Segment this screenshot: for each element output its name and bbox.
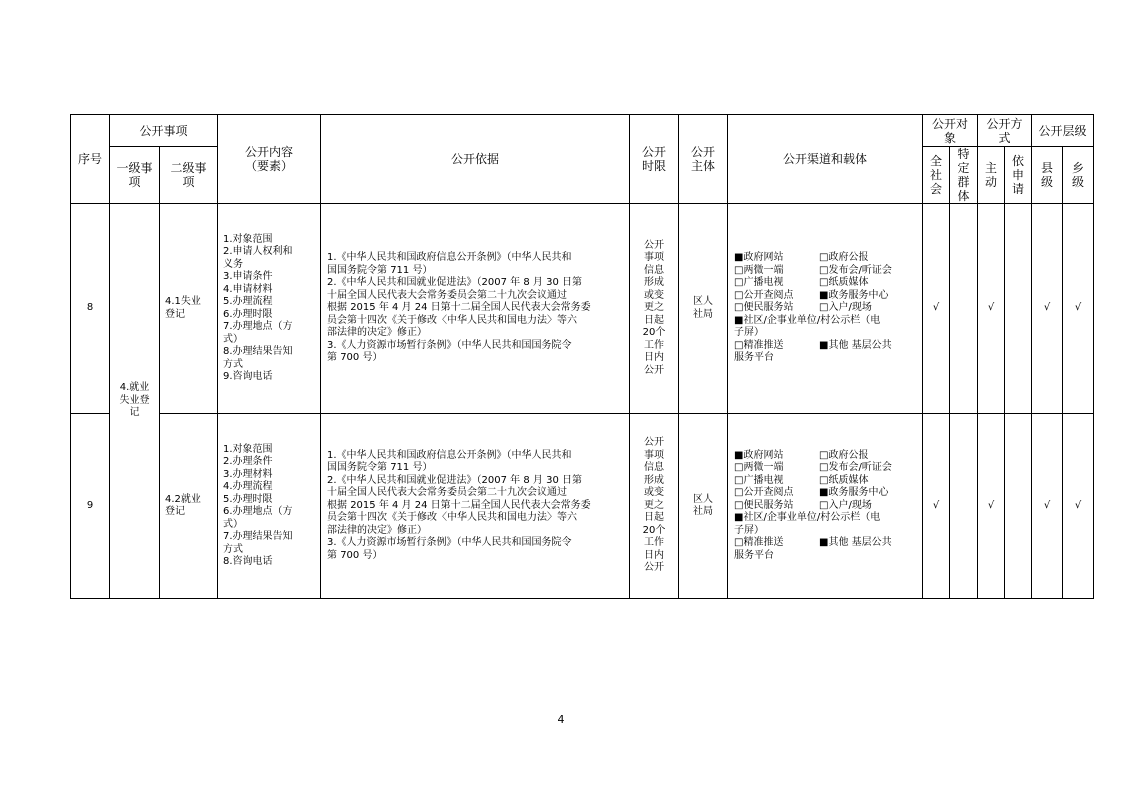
header-active: 主 动 xyxy=(978,147,1005,204)
header-target: 公开对 象 xyxy=(923,115,978,147)
check-active: √ xyxy=(978,414,1005,599)
header-time: 公开 时限 xyxy=(630,115,679,204)
content-list: 1.对象范围 2.申请人权利和 义务 3.申请条件 4.申请材料 5.办理流程 6.办理时限 7.办理地点（方 式） 8.办理结果告知 方式 9.咨询电话 xyxy=(218,204,321,414)
level1-item: 4.就业 失业登 记 xyxy=(110,204,160,599)
time-limit: 公开 事项 信息 形成 或变 更之 日起 20个 工作 日内 公开 xyxy=(630,204,679,414)
check-township: √ xyxy=(1063,204,1094,414)
basis-text: 1.《中华人民共和国政府信息公开条例》（中华人民共和 国国务院令第 711 号） 2.《中华人民共和国就业促进法》（2007 年 8 月 30 日第 十届全国人民代表大会常务委员会第二十九次会议通过 根据 2015 年 4 月 24 日第十二届全国人民代表大会常务委 员会第十四次《关于修改〈中华人民共和国电力法〉等六 部法律的决定》修正） 3.《人力资源市场暂行条例》（中华人民共和国国务院令 第 700 号） xyxy=(321,414,630,599)
header-all-society: 全 社 会 xyxy=(923,147,950,204)
check-township: √ xyxy=(1063,414,1094,599)
channel-list: ■政府网站 □政府公报 □两微一端 □发布会/听证会 □广播电视 □纸质媒体 □公开查阅点 ■政务服务中心 □便民服务站 □入户/现场 ■社区/企事业单位/村公示栏（电 子屏） □精准推送 ■其他 基层公共 服务平台 xyxy=(728,204,923,414)
header-specific-group: 特 定 群 体 xyxy=(950,147,978,204)
basis-text: 1.《中华人民共和国政府信息公开条例》（中华人民共和 国国务院令第 711 号） 2.《中华人民共和国就业促进法》（2007 年 8 月 30 日第 十届全国人民代表大会常务委员会第二十九次会议通过 根据 2015 年 4 月 24 日第十二届全国人民代表大会常务委 员会第十四次《关于修改〈中华人民共和国电力法〉等六 部法律的决定》修正） 3.《人力资源市场暂行条例》（中华人民共和国国务院令 第 700 号） xyxy=(321,204,630,414)
row-seq: 8 xyxy=(71,204,110,414)
check-all-society: √ xyxy=(923,414,950,599)
check-all-society: √ xyxy=(923,204,950,414)
header-content: 公开内容 （要素） xyxy=(218,115,321,204)
table-row xyxy=(71,204,1094,414)
header-items: 公开事项 xyxy=(110,115,218,147)
header-subject: 公开 主体 xyxy=(679,115,728,204)
channel-list: ■政府网站 □政府公报 □两微一端 □发布会/听证会 □广播电视 □纸质媒体 □公开查阅点 ■政务服务中心 □便民服务站 □入户/现场 ■社区/企事业单位/村公示栏（电 子屏） □精准推送 ■其他 基层公共 服务平台 xyxy=(728,414,923,599)
time-limit: 公开 事项 信息 形成 或变 更之 日起 20个 工作 日内 公开 xyxy=(630,414,679,599)
disclosure-table xyxy=(70,114,1094,599)
content-list: 1.对象范围 2.办理条件 3.办理材料 4.办理流程 5.办理时限 6.办理地点（方 式） 7.办理结果告知 方式 8.咨询电话 xyxy=(218,414,321,599)
check-on-request xyxy=(1005,204,1032,414)
header-township: 乡 级 xyxy=(1063,147,1094,204)
check-specific-group xyxy=(950,204,978,414)
row-seq: 9 xyxy=(71,414,110,599)
level2-item: 4.2就业 登记 xyxy=(160,414,218,599)
check-active: √ xyxy=(978,204,1005,414)
check-specific-group xyxy=(950,414,978,599)
level2-item: 4.1失业 登记 xyxy=(160,204,218,414)
subject: 区人 社局 xyxy=(679,204,728,414)
header-channel: 公开渠道和载体 xyxy=(728,115,923,204)
header-basis: 公开依据 xyxy=(321,115,630,204)
header-method: 公开方 式 xyxy=(978,115,1032,147)
header-county: 县 级 xyxy=(1032,147,1063,204)
page-number: 4 xyxy=(557,713,565,726)
header-on-request: 依 申 请 xyxy=(1005,147,1032,204)
table-row xyxy=(71,414,1094,599)
header-tier: 公开层级 xyxy=(1032,115,1094,147)
subject: 区人 社局 xyxy=(679,414,728,599)
header-level2: 二级事 项 xyxy=(160,147,218,204)
check-on-request xyxy=(1005,414,1032,599)
header-level1: 一级事 项 xyxy=(110,147,160,204)
header-seq: 序号 xyxy=(71,115,110,204)
check-county: √ xyxy=(1032,204,1063,414)
check-county: √ xyxy=(1032,414,1063,599)
